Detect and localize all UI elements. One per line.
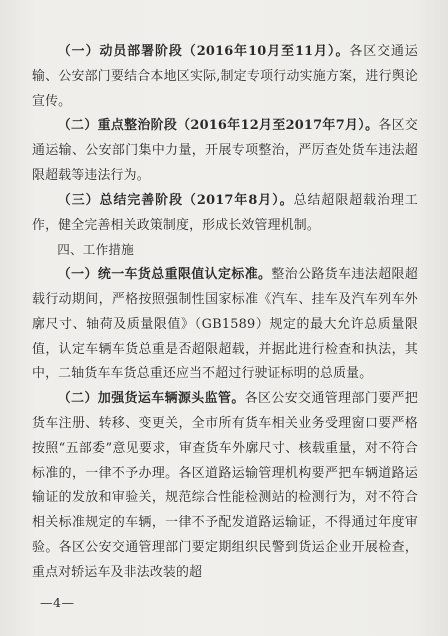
paragraph-text: 各区交通运输、公安部门集中力量，开展专项整治，严厉查处货车违法超限超载等违法行为。 [32, 118, 418, 183]
paragraph-lead: （二）重点整治阶段（2016年12月至2017年7月）。 [57, 118, 379, 134]
paragraph-phase-rectification [32, 114, 418, 188]
paragraph-phase-summary [32, 189, 418, 239]
paragraph-measure-source-supervision [32, 387, 418, 585]
document-body [32, 40, 418, 586]
section-heading: 四、工作措施 [57, 242, 134, 258]
paragraph-phase-mobilization [32, 40, 418, 114]
paragraph-lead: （三）总结完善阶段（2017年8月）。 [57, 192, 294, 208]
page-number: —4— [40, 595, 75, 610]
paragraph-text: 总结超限超载治理工作，健全完善相关政策制度，形成长效管理机制。 [32, 192, 418, 233]
paragraph-lead: （一）动员部署阶段（2016年10月至11月）。 [57, 44, 350, 59]
paragraph-text: 各区公安交通管理部门要严把货车注册、转移、变更关，全市所有货车相关业务受理窗口要严格按照“五部委”意见要求，审查货车外廓尺寸、核载重量，对不符合标准的，一律不予办理。各区道路运输管理机构要严把车辆道路运输证的发放和审验关，规范综合性能检测站的检测行为，对不符合相关标准规定的车辆，一律不予配发道路运输证，不得通过年度审验。各区公安交通管理部门要定期组织民警到货运企业开展检查，重点对轿运车及非法改装的超 [32, 391, 418, 580]
paragraph-measure-standard [32, 263, 418, 387]
paragraph-text: 整治公路货车违法超限超载行动期间，严格按照强制性国家标准《汽车、挂车及汽车列车外廓尺寸、轴荷及质量限值》（GB1589）规定的最大允许总质量限值，认定车辆车货总重是否超限超载，并据此进行检查和执法，其中，二轴货车车货总重还应当不超过行驶证标明的总质量。 [32, 267, 418, 382]
paragraph-lead: （一）统一车货总重限值认定标准。 [57, 267, 272, 283]
paragraph-text: 各区交通运输、公安部门要结合本地区实际,制定专项行动实施方案，进行舆论宣传。 [32, 44, 418, 109]
paragraph-lead: （二）加强货运车辆源头监管。 [57, 391, 245, 407]
